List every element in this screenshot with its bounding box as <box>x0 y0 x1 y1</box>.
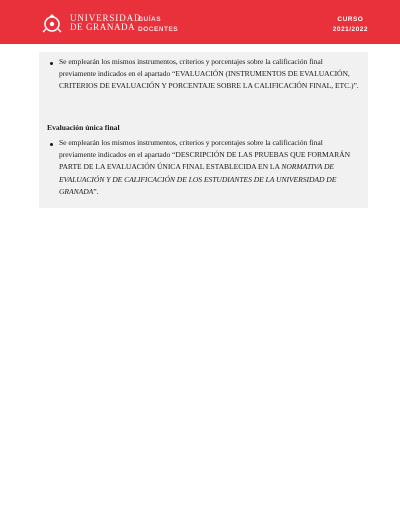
bullet-icon <box>50 62 53 65</box>
curso-title: CURSO <box>337 16 364 23</box>
text-end: ”. <box>93 186 99 196</box>
curso-year: 2021/2022 <box>332 26 368 33</box>
university-line-2: DE GRANADA <box>70 22 136 32</box>
text-plain: Se emplearán los mismos instrumentos, criterios y porcentajes sobre la calificación final previamente indicados en el apartado “DESCRIPCIÓN DE LAS PRUEBAS QUE FORMARÁN PARTE DE LA EVALUACIÓN ÚNICA FINAL ESTABLECIDA EN LA <box>59 138 351 172</box>
curso-label <box>333 15 368 35</box>
list-item <box>39 137 368 198</box>
university-name <box>70 14 141 32</box>
guias-docentes-label <box>138 15 178 35</box>
list-item-text: Se emplearán los mismos instrumentos, criterios y porcentajes sobre la calificación final previamente indicados en el apartado “EVALUACIÓN (INSTRUMENTOS DE EVALUACIÓN, CRITERIOS DE EVALUACIÓN Y PORCENTAJE SOBRE LA CALIFICACIÓN FINAL, ETC.)”. <box>59 57 359 91</box>
text-italic: NORMATIVA DE EVALUACIÓN Y DE CALIFICACIÓN DE LOS ESTUDIANTES DE LA UNIVERSIDAD DE GRANADA <box>59 162 337 196</box>
guias-line-2: DOCENTES <box>138 26 179 33</box>
university-line-1: UNIVERSIDAD <box>70 13 142 23</box>
list-item-text <box>59 137 360 198</box>
bullet-icon <box>50 143 53 146</box>
list-item <box>39 56 368 93</box>
evaluation-section <box>39 52 368 208</box>
guias-line-1: GUÍAS <box>138 16 162 23</box>
pomegranate-icon <box>41 13 63 33</box>
page-header <box>0 0 400 44</box>
section-heading: Evaluación única final <box>47 123 120 132</box>
